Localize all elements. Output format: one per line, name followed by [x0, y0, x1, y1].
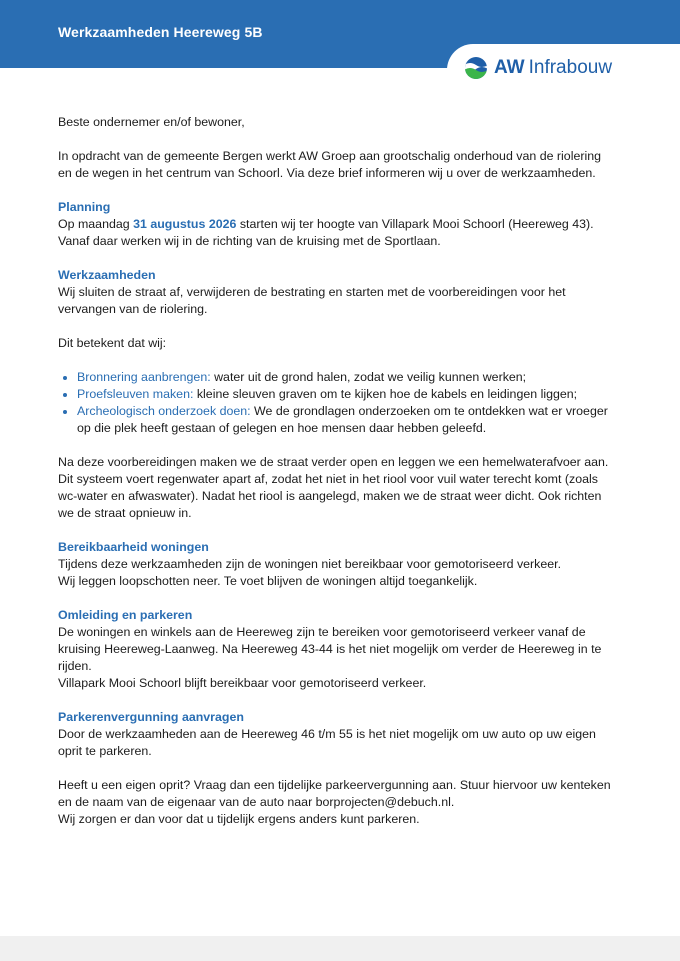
- list-item: [77, 403, 618, 437]
- start-date: 31 augustus 2026: [133, 217, 237, 231]
- footer-band: [0, 936, 680, 961]
- planning-heading: Planning: [58, 200, 111, 214]
- parkeervergunning-heading: Parkerenvergunning aanvragen: [58, 710, 244, 724]
- list-lead: Dit betekent dat wij:: [58, 336, 167, 350]
- vergunning-request: Heeft u een eigen oprit? Vraag dan een tijdelijke parkeervergunning aan. Stuur hiervoor uw kenteken en de naam van de eigenaar van de auto naar borprojecten@debuch.nl.: [58, 778, 611, 809]
- werkzaamheden-heading: Werkzaamheden: [58, 268, 156, 282]
- omleiding-line-1: De woningen en winkels aan de Heereweg zijn te bereiken voor gemotoriseerd verkeer vanaf de kruising Heereweg-Laanweg. Na Heereweg 43-44 is het niet mogelijk om verder de Heereweg in te rijden.: [58, 625, 602, 673]
- list-item: [77, 369, 618, 386]
- page-title: Werkzaamheden Heereweg 5B: [58, 24, 263, 40]
- bereikbaarheid-paragraph: [58, 556, 618, 590]
- bereikbaarheid-line-1: Tijdens deze werkzaamheden zijn de woningen niet bereikbaar voor gemotoriseerd verkeer.: [58, 557, 562, 571]
- vergunning-closing: Wij zorgen er dan voor dat u tijdelijk ergens anders kunt parkeren.: [58, 812, 420, 826]
- omleiding-paragraph: [58, 624, 618, 692]
- planning-text-after: starten wij ter hoogte van Villapark Mooi Schoorl (Heereweg 43). Vanaf daar werken wij in de richting van de kruising met de Sportlaan.: [58, 217, 594, 248]
- omleiding-heading: Omleiding en parkeren: [58, 608, 193, 622]
- vergunning-paragraph: [58, 777, 618, 828]
- company-logo: [464, 54, 612, 82]
- logo-aw-text: AW: [494, 57, 525, 78]
- list-item-term: Bronnering aanbrengen:: [77, 370, 211, 384]
- list-item-term: Archeologisch onderzoek doen:: [77, 404, 251, 418]
- bereikbaarheid-heading: Bereikbaarheid woningen: [58, 540, 209, 554]
- greeting: Beste ondernemer en/of bewoner,: [58, 115, 245, 129]
- planning-paragraph: [58, 216, 618, 250]
- actions-list: [58, 369, 618, 437]
- list-item: [77, 386, 618, 403]
- planning-text-before: Op maandag: [58, 217, 134, 231]
- list-item-text: kleine sleuven graven om te kijken hoe de kabels en leidingen liggen;: [193, 387, 578, 401]
- werkzaamheden-paragraph: Wij sluiten de straat af, verwijderen de bestrating en starten met de voorbereidingen voor het vervangen van de riolering.: [58, 285, 566, 316]
- list-item-text: water uit de grond halen, zodat we veilig kunnen werken;: [210, 370, 527, 384]
- after-preparations-paragraph: Na deze voorbereidingen maken we de straat verder open en leggen we een hemelwaterafvoer aan. Dit systeem voert regenwater apart af, zodat het niet in het riool voor vuil water terecht komt (zoals wc-water en afwaswater). Nadat het riool is aangelegd, maken we de straat weer dicht. Ook richten we de straat opnieuw in.: [58, 455, 609, 520]
- logo-infrabouw-text: Infrabouw: [528, 57, 613, 78]
- aw-wave-logo-icon: [464, 56, 488, 80]
- intro-paragraph: In opdracht van de gemeente Bergen werkt AW Groep aan grootschalig onderhoud van de riolering en de wegen in het centrum van Schoorl. Via deze brief informeren wij u over de werkzaamheden.: [58, 149, 602, 180]
- bereikbaarheid-line-2: Wij leggen loopschotten neer. Te voet blijven de woningen altijd toegankelijk.: [58, 574, 478, 588]
- parkeren-paragraph: Door de werkzaamheden aan de Heereweg 46 t/m 55 is het niet mogelijk om uw auto op uw eigen oprit te parkeren.: [58, 727, 596, 758]
- omleiding-line-2: Villapark Mooi Schoorl blijft bereikbaar voor gemotoriseerd verkeer.: [58, 676, 427, 690]
- list-item-text: We de grondlagen onderzoeken om te ontdekken wat er vroeger op die plek heeft gestaan of gelegen en hoe mensen daar hebben geleefd.: [77, 404, 608, 435]
- letter-body: [58, 114, 618, 845]
- list-item-term: Proefsleuven maken:: [77, 387, 194, 401]
